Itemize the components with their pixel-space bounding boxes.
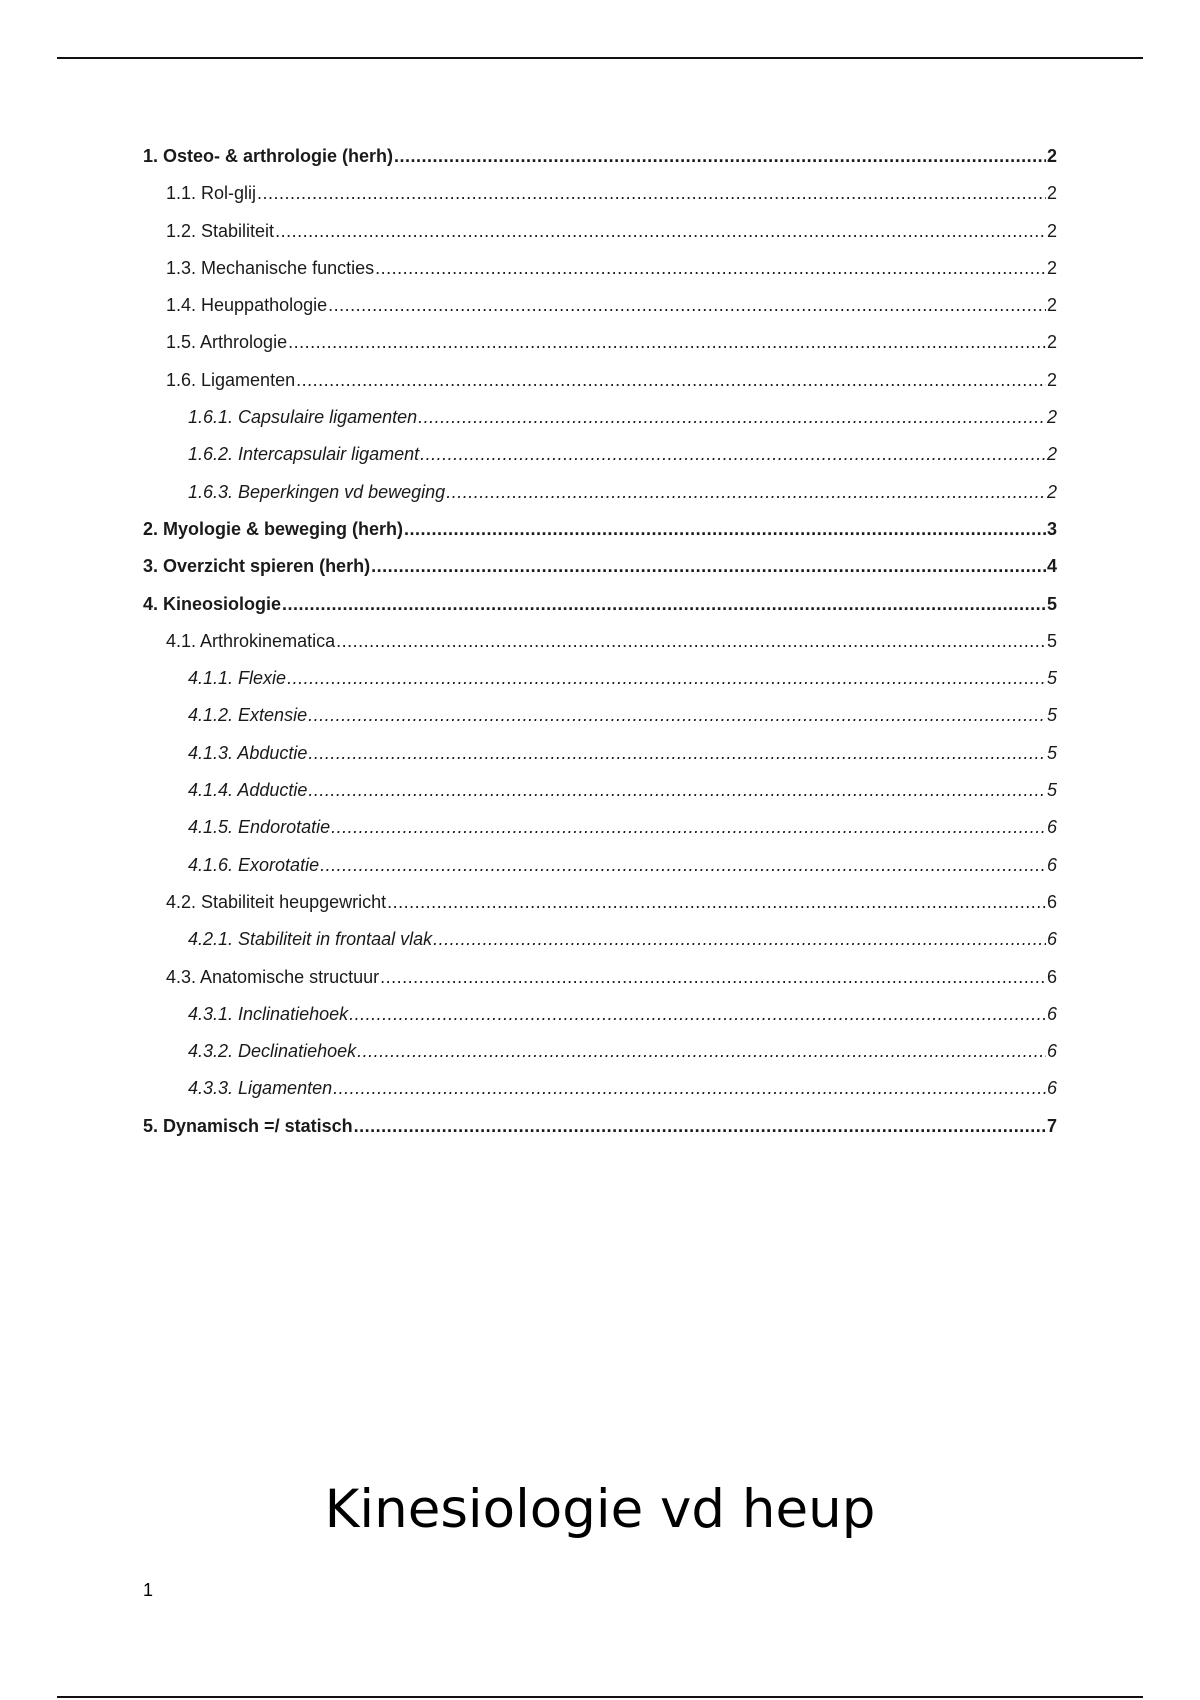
toc-entry-label: 4.1.5. Endorotatie xyxy=(188,817,331,838)
toc-entry[interactable] xyxy=(143,1070,1057,1107)
toc-entry-page: 2 xyxy=(1046,146,1057,166)
toc-entry-label: 4.3. Anatomische structuur xyxy=(166,966,380,987)
toc-entry-page: 2 xyxy=(1046,295,1057,316)
toc-entry-label: 4. Kineosiologie xyxy=(143,593,282,614)
toc-entry-label: 1.3. Mechanische functies xyxy=(166,257,375,278)
toc-entry-label: 1.4. Heuppathologie xyxy=(166,295,328,316)
toc-entry-page: 6 xyxy=(1046,966,1057,987)
toc-dot-leader xyxy=(371,548,1046,585)
toc-dot-leader xyxy=(404,511,1046,548)
toc-dot-leader xyxy=(420,436,1046,473)
toc-entry-label: 4.1.3. Abductie xyxy=(188,742,308,763)
toc-entry-page: 6 xyxy=(1046,1003,1057,1024)
toc-entry-page: 5 xyxy=(1046,705,1057,726)
toc-dot-leader xyxy=(282,586,1046,623)
toc-entry[interactable] xyxy=(143,1108,1057,1145)
toc-entry-page: 5 xyxy=(1046,742,1057,763)
toc-entry[interactable] xyxy=(143,959,1057,996)
toc-dot-leader xyxy=(387,884,1046,921)
toc-dot-leader xyxy=(287,660,1046,697)
header-rule xyxy=(57,57,1143,59)
toc-entry-label: 4.3.2. Declinatiehoek xyxy=(188,1041,357,1062)
toc-dot-leader xyxy=(308,772,1046,809)
footer-rule xyxy=(57,1696,1143,1698)
toc-entry-label: 4.1.6. Exorotatie xyxy=(188,854,320,875)
toc-entry-page: 2 xyxy=(1046,407,1057,428)
toc-entry[interactable] xyxy=(143,697,1057,734)
toc-entry-page: 2 xyxy=(1046,220,1057,241)
toc-dot-leader xyxy=(320,847,1046,884)
toc-entry[interactable] xyxy=(143,399,1057,436)
toc-entry-label: 4.1. Arthrokinematica xyxy=(166,630,336,651)
toc-entry[interactable] xyxy=(143,474,1057,511)
toc-entry-page: 6 xyxy=(1046,1041,1057,1062)
toc-entry-page: 5 xyxy=(1046,593,1057,614)
toc-entry[interactable] xyxy=(143,175,1057,212)
toc-entry-page: 6 xyxy=(1046,891,1057,912)
toc-entry-page: 4 xyxy=(1046,556,1057,577)
toc-dot-leader xyxy=(331,809,1046,846)
toc-entry-label: 4.1.1. Flexie xyxy=(188,668,287,689)
toc-entry-label: 1. Osteo- & arthrologie (herh) xyxy=(143,146,394,166)
toc-entry[interactable] xyxy=(143,772,1057,809)
toc-entry-page: 6 xyxy=(1046,1078,1057,1099)
document-title: Kinesiologie vd heup xyxy=(324,1479,876,1540)
toc-entry[interactable] xyxy=(143,586,1057,623)
toc-entry-page: 2 xyxy=(1046,332,1057,353)
toc-dot-leader xyxy=(257,175,1046,212)
toc-entry-page: 2 xyxy=(1046,369,1057,390)
toc-dot-leader xyxy=(357,1033,1046,1070)
toc-dot-leader xyxy=(418,399,1046,436)
toc-entry[interactable] xyxy=(143,921,1057,958)
toc-dot-leader xyxy=(349,996,1046,1033)
toc-entry-page: 3 xyxy=(1046,518,1057,539)
toc-dot-leader xyxy=(336,623,1046,660)
toc-entry-label: 1.6.1. Capsulaire ligamenten xyxy=(188,407,418,428)
toc-entry[interactable] xyxy=(143,847,1057,884)
toc-entry-label: 4.3.1. Inclinatiehoek xyxy=(188,1003,349,1024)
toc-entry-page: 5 xyxy=(1046,780,1057,801)
toc-entry-page: 2 xyxy=(1046,444,1057,465)
toc-entry[interactable] xyxy=(143,660,1057,697)
toc-dot-leader xyxy=(394,138,1046,175)
toc-dot-leader xyxy=(433,921,1046,958)
toc-entry[interactable] xyxy=(143,735,1057,772)
toc-entry[interactable] xyxy=(143,809,1057,846)
toc-entry-label: 5. Dynamisch =/ statisch xyxy=(143,1115,353,1136)
toc-entry-page: 2 xyxy=(1046,183,1057,204)
toc-entry-label: 4.1.4. Adductie xyxy=(188,780,308,801)
toc-entry[interactable] xyxy=(143,996,1057,1033)
toc-entry-label: 1.6.3. Beperkingen vd beweging xyxy=(188,481,446,502)
toc-entry-page: 7 xyxy=(1046,1115,1057,1136)
toc-entry-label: 4.3.3. Ligamenten xyxy=(188,1078,333,1099)
toc-entry-label: 1.6. Ligamenten xyxy=(166,369,296,390)
toc-entry-label: 4.1.2. Extensie xyxy=(188,705,308,726)
toc-entry[interactable] xyxy=(143,362,1057,399)
toc-entry-page: 5 xyxy=(1046,668,1057,689)
toc-dot-leader xyxy=(446,474,1046,511)
toc-entry-label: 1.2. Stabiliteit xyxy=(166,220,275,241)
toc-dot-leader xyxy=(275,213,1046,250)
toc-entry[interactable] xyxy=(143,1033,1057,1070)
toc-dot-leader xyxy=(296,362,1046,399)
toc-entry[interactable] xyxy=(143,884,1057,921)
toc-entry-page: 2 xyxy=(1046,481,1057,502)
toc-entry-page: 5 xyxy=(1046,630,1057,651)
toc-dot-leader xyxy=(328,287,1046,324)
toc-dot-leader xyxy=(288,324,1046,361)
toc-dot-leader xyxy=(375,250,1046,287)
toc-entry[interactable] xyxy=(143,250,1057,287)
toc-dot-leader xyxy=(354,1108,1046,1145)
toc-entry[interactable] xyxy=(143,287,1057,324)
table-of-contents xyxy=(143,138,1057,1145)
toc-dot-leader xyxy=(380,959,1046,996)
toc-entry-label: 4.2. Stabiliteit heupgewricht xyxy=(166,891,387,912)
toc-entry[interactable] xyxy=(143,138,1057,175)
toc-entry-label: 1.5. Arthrologie xyxy=(166,332,288,353)
toc-entry[interactable] xyxy=(143,548,1057,585)
toc-entry-label: 1.1. Rol-glij xyxy=(166,183,257,204)
toc-entry[interactable] xyxy=(143,623,1057,660)
toc-entry-label: 2. Myologie & beweging (herh) xyxy=(143,518,404,539)
toc-dot-leader xyxy=(308,735,1046,772)
toc-entry[interactable] xyxy=(143,436,1057,473)
toc-entry-page: 6 xyxy=(1046,817,1057,838)
toc-dot-leader xyxy=(308,697,1046,734)
toc-entry-page: 2 xyxy=(1046,257,1057,278)
toc-entry-page: 6 xyxy=(1046,854,1057,875)
toc-entry[interactable] xyxy=(143,213,1057,250)
toc-entry-page: 6 xyxy=(1046,929,1057,950)
toc-entry-label: 3. Overzicht spieren (herh) xyxy=(143,556,371,577)
toc-dot-leader xyxy=(333,1070,1046,1107)
toc-entry-label: 1.6.2. Intercapsulair ligament xyxy=(188,444,420,465)
toc-entry-label: 4.2.1. Stabiliteit in frontaal vlak xyxy=(188,929,433,950)
toc-entry[interactable] xyxy=(143,324,1057,361)
toc-entry[interactable] xyxy=(143,511,1057,548)
page-number: 1 xyxy=(143,1580,154,1600)
